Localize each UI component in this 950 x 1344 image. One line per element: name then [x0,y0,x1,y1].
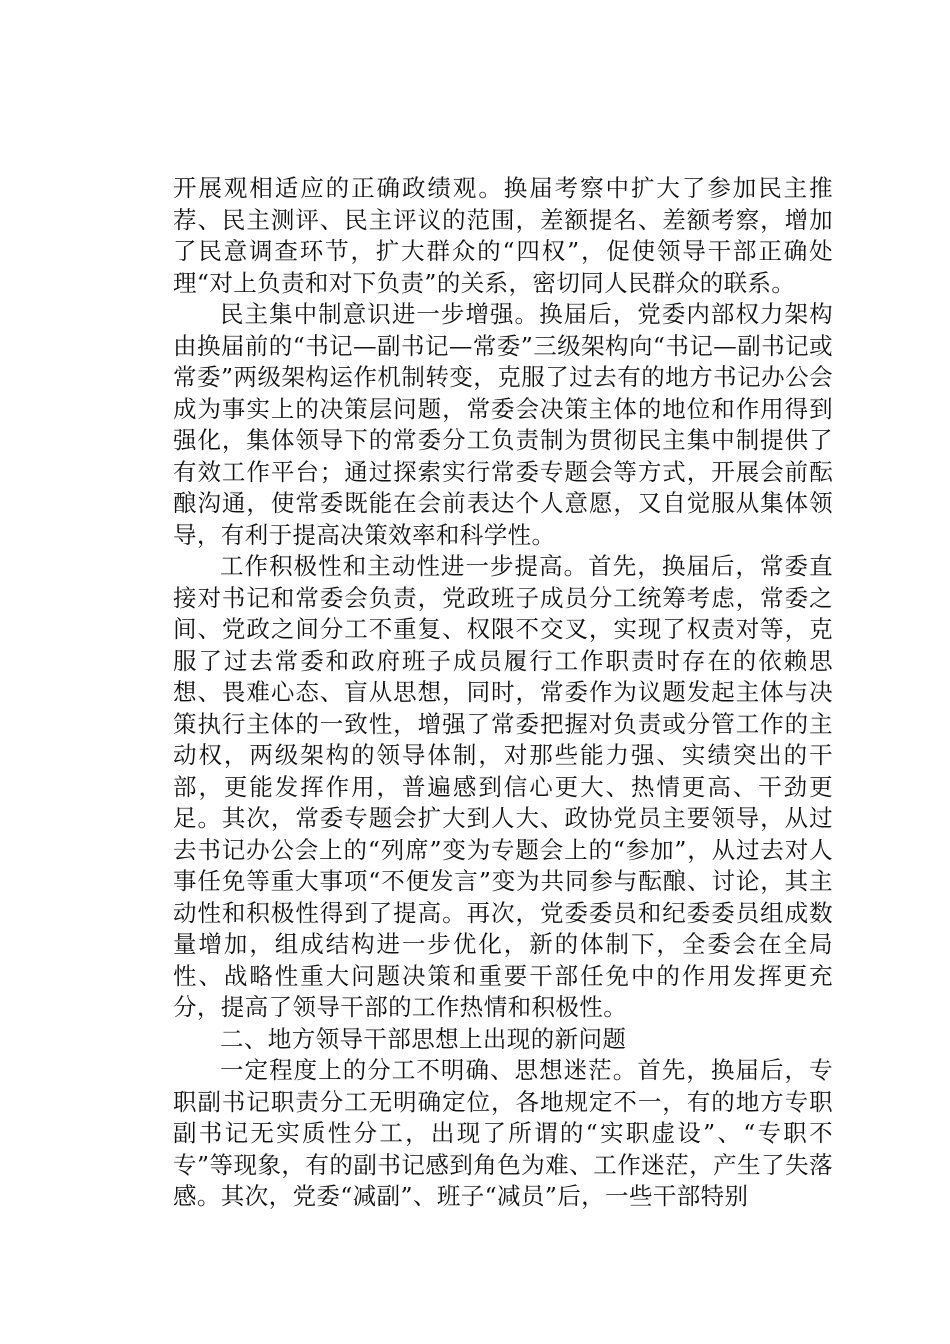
paragraph-work-enthusiasm: 工作积极性和主动性进一步提高。首先，换届后，常委直接对书记和常委会负责，党政班子成员分工统筹考虑，常委之间、党政之间分工不重复、权限不交叉，实现了权责对等，克服了过去常委和政府班子成员履行工作职责时存在的依赖思想、畏难心态、盲从思想，同时，常委作为议题发起主体与决策执行主体的一致性，增强了常委把握对负责或分管工作的主动权，两级架构的领导体制，对那些能力强、实绩突出的干部，更能发挥作用，普遍感到信心更大、热情更高、干劲更足。其次，常委专题会扩大到人大、政协党员主要领导，从过去书记办公会上的“列席”变为专题会上的“参加”，从过去对人事任免等重大事项“不便发言”变为共同参与酝酿、讨论，其主动性和积极性得到了提高。再次，党委委员和纪委委员组成数量增加，组成结构进一步优化，新的体制下，全委会在全局性、战略性重大问题决策和重要干部任免中的作用发挥更充分，提高了领导干部的工作热情和积极性。 [173,552,833,1021]
paragraph-democratic-centralism: 民主集中制意识进一步增强。换届后，党委内部权力架构由换届前的“书记—副书记—常委”三级架构向“书记—副书记或常委”两级架构运作机制转变，克服了过去有的地方书记办公会成为事实上的决策层问题，常委会决策主体的地位和作用得到强化，集体领导下的常委分工负责制为贯彻民主集中制提供了有效工作平台；通过探索实行常委专题会等方式，开展会前酝酿沟通，使常委既能在会前表达个人意愿，又自觉服从集体领导，有利于提高决策效率和科学性。 [173,300,833,549]
section-heading-new-problems: 二、地方领导干部思想上出现的新问题 [220,1024,627,1053]
paragraph-continuation: 开展观相适应的正确政绩观。换届考察中扩大了参加民主推荐、民主测评、民主评议的范围，差额提名、差额考察，增加了民意调查环节，扩大群众的“四权”，促使领导干部正确处理“对上负责和对下负责”的关系，密切同人民群众的联系。 [173,174,833,297]
paragraph-unclear-division: 一定程度上的分工不明确、思想迷茫。首先，换届后，专职副书记职责分工无明确定位，各地规定不一，有的地方专职副书记无实质性分工，出现了所谓的“实职虚设”、“专职不专”等现象，有的副书记感到角色为难、工作迷茫，产生了失落感。其次，党委“减副”、班子“减员”后，一些干部特别 [173,1056,833,1210]
document-body [173,173,833,1213]
